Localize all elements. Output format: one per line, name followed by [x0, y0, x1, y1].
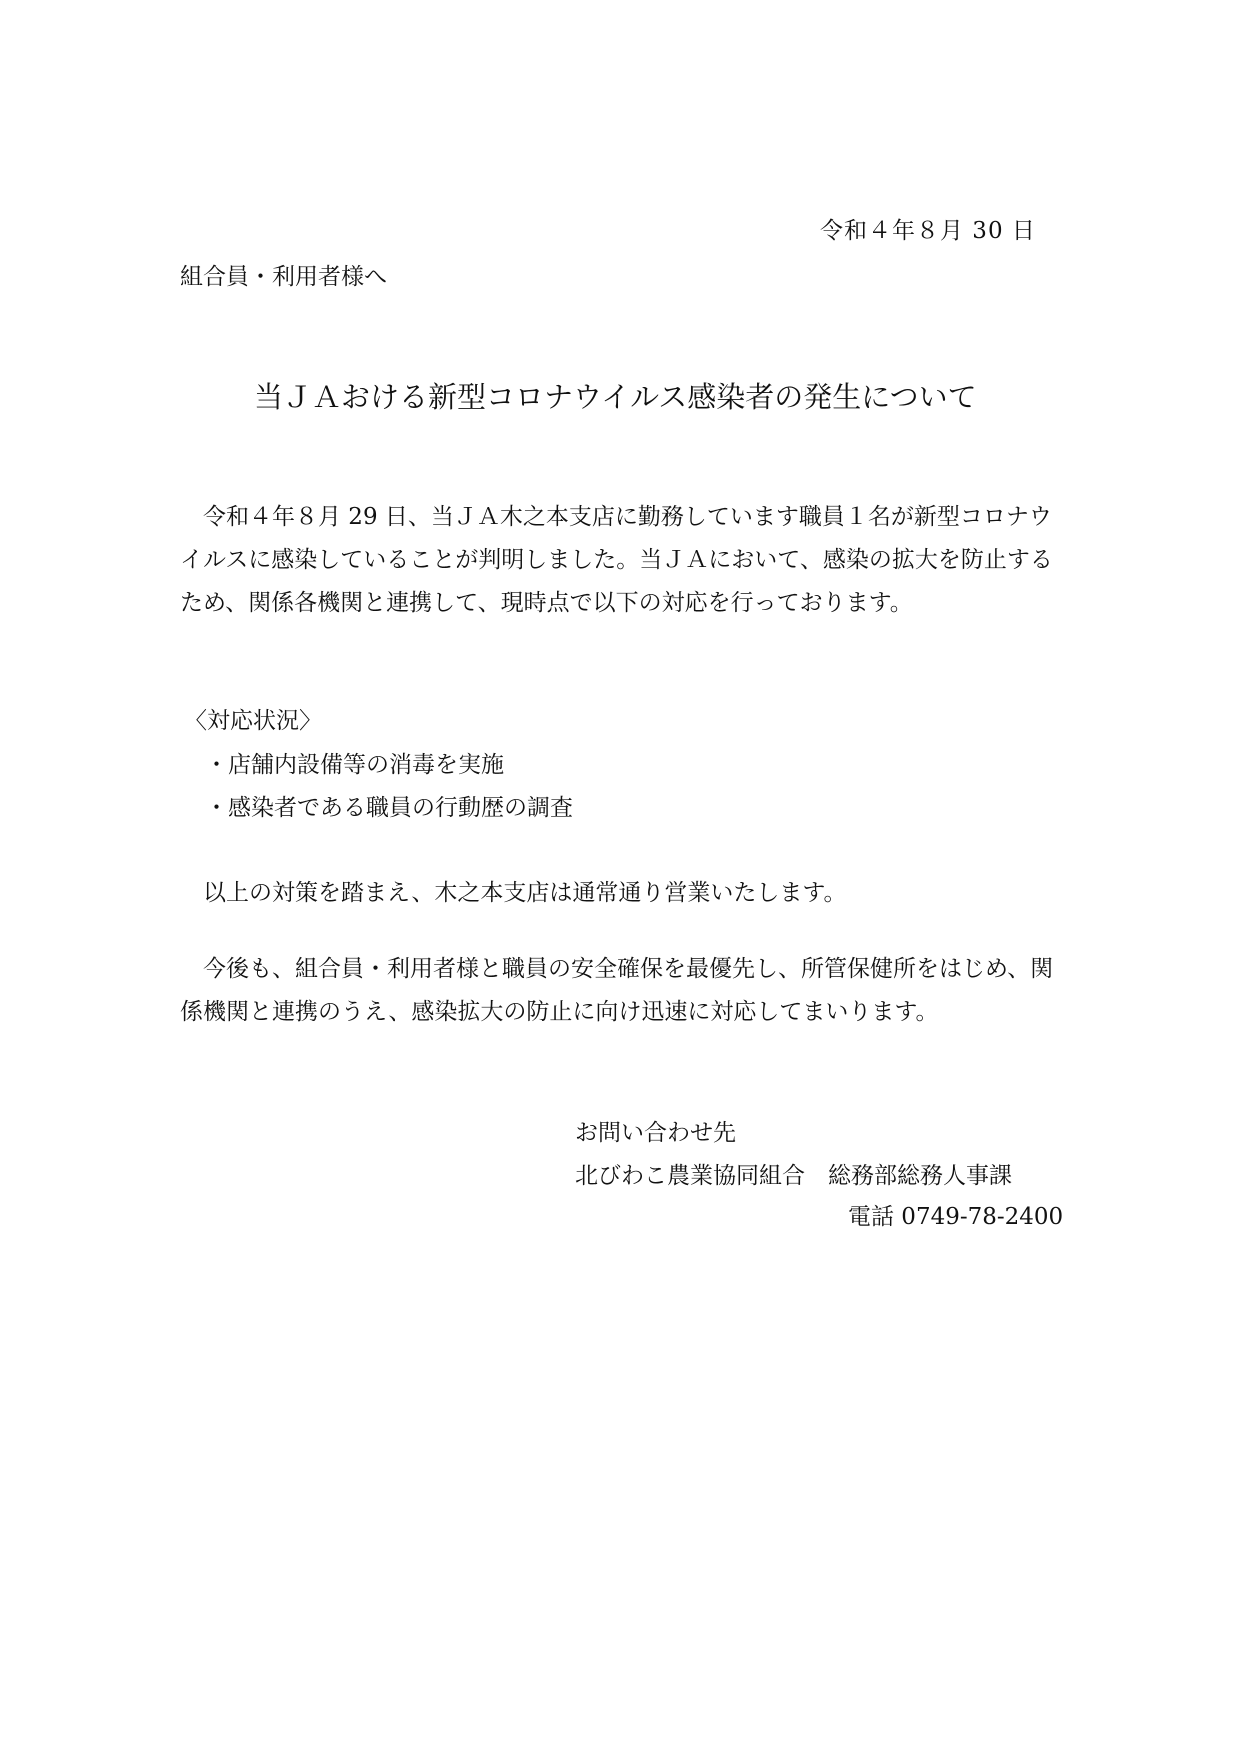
notice-title: 当ＪＡおける新型コロナウイルス感染者の発生について — [254, 380, 977, 414]
body-paragraph-incident: 令和４年８月 29 日、当ＪＡ木之本支店に勤務しています職員１名が新型コロナウイルスに感染していることが判明しました。当ＪＡにおいて、感染の拡大を防止するため、関係各機関と連携して、現時点で以下の対応を行っております。 — [180, 504, 1053, 616]
addressee: 組合員・利用者様へ — [180, 264, 387, 290]
contact-label: お問い合わせ先 — [575, 1120, 736, 1146]
body-paragraph-commitment: 今後も、組合員・利用者様と職員の安全確保を最優先し、所管保健所をはじめ、関係機関と連携のうえ、感染拡大の防止に向け迅速に対応してまいります。 — [180, 956, 1054, 1025]
status-item-investigation: ・感染者である職員の行動歴の調査 — [205, 795, 573, 821]
status-heading: 〈対応状況〉 — [184, 708, 322, 734]
status-item-disinfection: ・店舗内設備等の消毒を実施 — [205, 752, 504, 778]
body-paragraph-operations: 以上の対策を踏まえ、木之本支店は通常通り営業いたします。 — [203, 880, 847, 906]
contact-block — [575, 1112, 1012, 1198]
status-list — [205, 744, 573, 830]
notice-date: 令和４年８月 30 日 — [820, 218, 1036, 244]
contact-phone: 電話 0749-78-2400 — [848, 1204, 1064, 1230]
contact-organization: 北びわこ農業協同組合 総務部総務人事課 — [575, 1163, 1012, 1189]
